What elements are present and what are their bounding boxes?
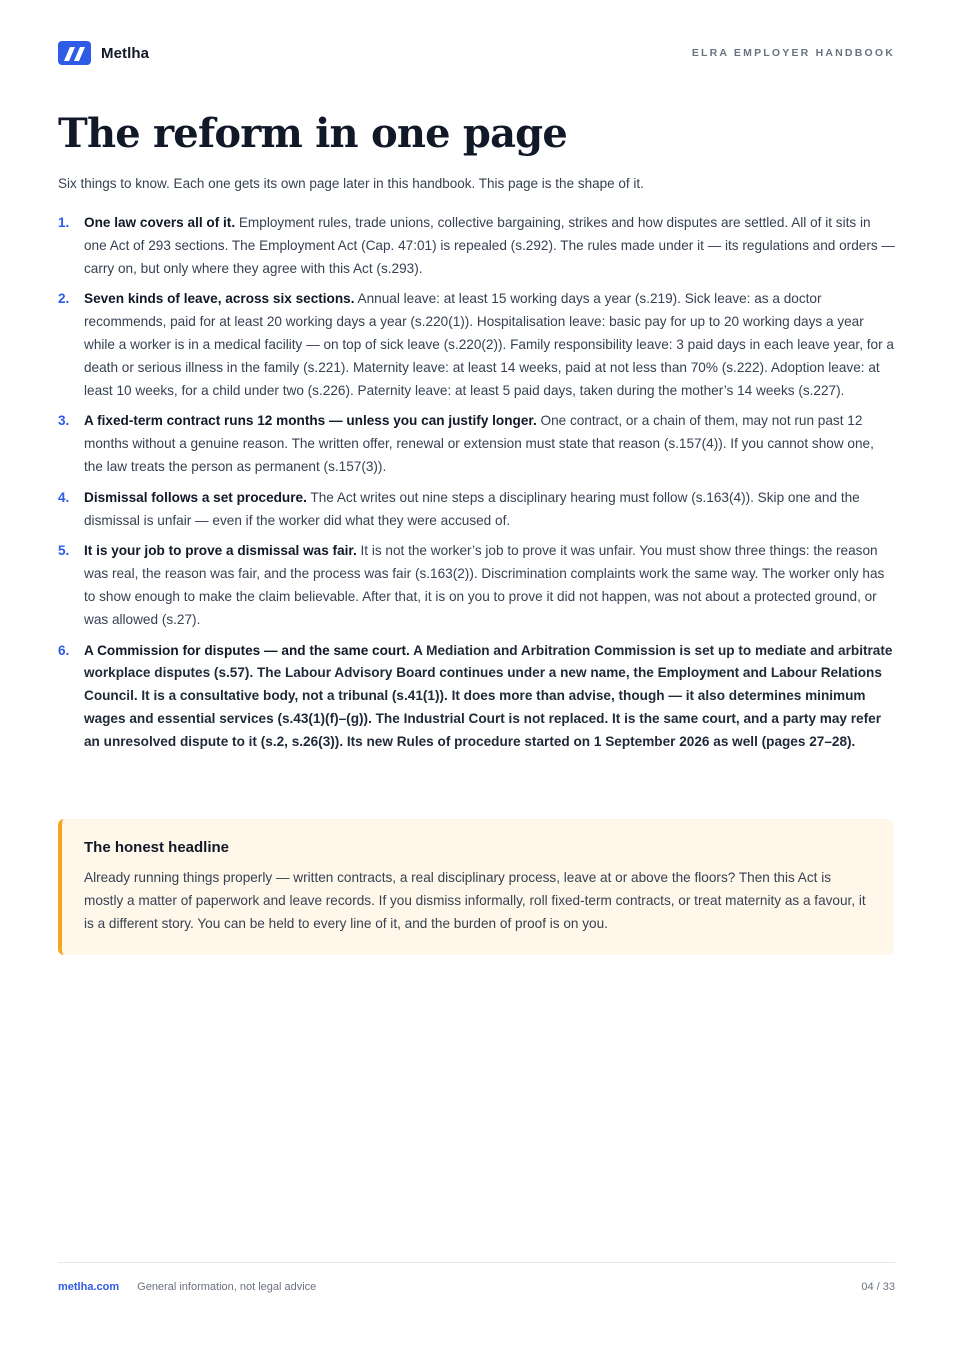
intro-text: Six things to know. Each one gets its own page later in this handbook. This page is the shape of it. bbox=[58, 176, 644, 191]
item-text: Annual leave: at least 15 working days a year (s.219). Sick leave: as a doctor recommends, paid for at least 20 working days a year (s.220(1)). Hospitalisation leave: basic pay for up to 20 working days a year while a worker is in a medical facility — on top of sick leave (s.220(2)). Family responsibility leave: 3 paid days in each leave year, for a death or serious illness in the family (s.221). Maternity leave: at least 14 weeks, paid at not less than 70% (s.222). Adoption leave: at least 10 weeks, for a child under two (s.226). Paternity leave: at least 5 paid days, taken during the mother’s 14 weeks (s.227). bbox=[84, 291, 894, 398]
list-item bbox=[58, 487, 896, 533]
footer-left bbox=[58, 1281, 316, 1293]
item-text: One contract, or a chain of them, may not run past 12 months without a genuine reason. The written offer, renewal or extension must state that reason (s.157(4)). If you cannot show one, the law treats the person as permanent (s.157(3)). bbox=[84, 413, 874, 474]
page-footer bbox=[58, 1262, 895, 1293]
callout-title: The honest headline bbox=[84, 839, 230, 856]
item-number: 3. bbox=[58, 413, 70, 429]
item-lead: A Commission for disputes — and the same court. bbox=[84, 642, 410, 658]
key-points-list bbox=[58, 212, 896, 762]
list-item bbox=[58, 640, 896, 754]
brand-name: Metlha bbox=[101, 44, 150, 62]
item-number: 5. bbox=[58, 543, 70, 559]
item-number: 4. bbox=[58, 489, 70, 505]
list-item bbox=[58, 410, 896, 478]
honest-headline-callout bbox=[58, 819, 894, 955]
list-item bbox=[58, 288, 896, 402]
item-text: Employment rules, trade unions, collective bargaining, strikes and how disputes are settled. All of it sits in one Act of 293 sections. The Employment Act (Cap. 47:01) is repealed (s.292). The rules made under it — its regulations and orders — carry on, but only where they agree with this Act (s.293). bbox=[84, 215, 896, 276]
metlha-logo-icon bbox=[58, 41, 91, 65]
handbook-label: ELRA EMPLOYER HANDBOOK bbox=[691, 47, 895, 59]
item-body bbox=[84, 540, 896, 631]
item-body bbox=[84, 288, 896, 402]
item-lead: Seven kinds of leave, across six sections. bbox=[84, 291, 355, 307]
item-number: 6. bbox=[58, 642, 70, 658]
list-item bbox=[58, 212, 896, 280]
item-lead: Dismissal follows a set procedure. bbox=[84, 489, 307, 505]
item-number: 1. bbox=[58, 215, 70, 230]
item-lead: One law covers all of it. bbox=[84, 215, 236, 230]
item-text: The Act writes out nine steps a disciplinary hearing must follow (s.163(4)). Skip one and the dismissal is unfair — even if the worker did what they were accused of. bbox=[84, 489, 860, 528]
footer-site-link[interactable]: metlha.com bbox=[58, 1281, 120, 1293]
item-body bbox=[84, 212, 896, 280]
footer-disclaimer: General information, not legal advice bbox=[137, 1281, 317, 1293]
item-lead: A fixed-term contract runs 12 months — unless you can justify longer. bbox=[84, 413, 537, 429]
page-title: The reform in one page bbox=[58, 110, 568, 157]
item-body bbox=[84, 410, 896, 478]
item-text: A Mediation and Arbitration Commission is set up to mediate and arbitrate workplace disputes (s.57). The Labour Advisory Board continues under a new name, the Employment and Labour Relations Council. It is a consultative body, not a tribunal (s.41(1)). It does more than advise, though — it also determines minimum wages and essential services (s.43(1)(f)–(g)). The Industrial Court is not replaced. It is the same court, and a party may refer an unresolved dispute to it (s.2, s.26(3)). Its new Rules of procedure started on 1 September 2026 as well (pages 27–28). bbox=[84, 642, 893, 749]
item-lead: It is your job to prove a dismissal was fair. bbox=[84, 543, 357, 559]
item-body bbox=[84, 640, 896, 754]
brand[interactable] bbox=[58, 41, 149, 65]
item-number: 2. bbox=[58, 291, 70, 307]
item-text: It is not the worker’s job to prove it was unfair. You must show three things: the reason was real, the reason was fair, and the process was fair (s.163(2)). Discrimination complaints work the same way. The worker only has to show enough to make the claim believable. After that, it is on you to prove it did not happen, was not about a protected ground, or was allowed (s.27). bbox=[84, 543, 885, 627]
callout-text: Already running things properly — written contracts, a real disciplinary process, leave at or above the floors? Then this Act is mostly a matter of paperwork and leave records. If you dismiss informally, roll fixed-term contracts, or treat maternity as a favour, it is a different story. You can be held to every line of it, and the burden of proof is on you. bbox=[84, 870, 866, 931]
page-number: 04 / 33 bbox=[861, 1281, 895, 1293]
item-body bbox=[84, 487, 896, 533]
list-item bbox=[58, 540, 896, 631]
page-header bbox=[58, 40, 895, 66]
